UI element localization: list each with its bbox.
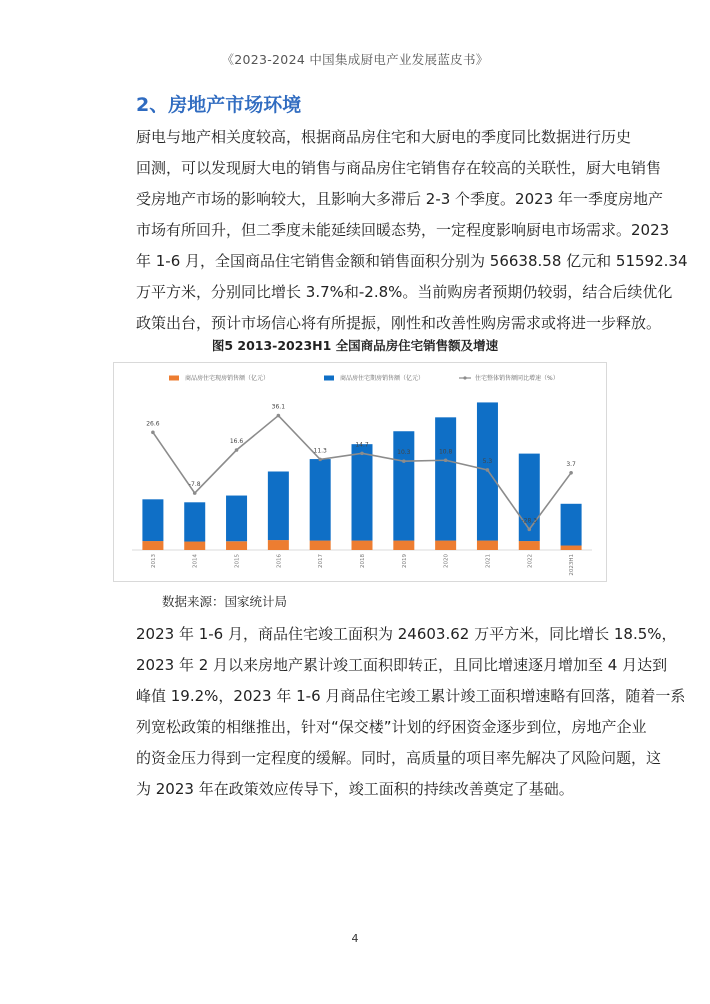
bar-current-sales xyxy=(519,541,540,550)
growth-rate-point xyxy=(360,452,364,456)
legend-swatch xyxy=(169,376,179,381)
paragraph-housing-intro xyxy=(136,122,688,339)
growth-rate-label: -7.8 xyxy=(188,481,201,489)
x-tick-label: 2014 xyxy=(192,554,199,568)
page-number: 4 xyxy=(351,932,359,945)
x-tick-label: 2021 xyxy=(485,554,492,568)
figure-title: 图5 2013-2023H1 全国商品房住宅销售额及增速 xyxy=(211,338,499,353)
sales-chart xyxy=(113,362,607,582)
bar-presale-sales xyxy=(393,431,414,540)
legend-label: 商品房住宅现房销售额（亿元） xyxy=(185,375,270,382)
paragraph-line: 万平方米，分别同比增长 3.7%和-2.8%。当前购房者预期仍较弱，结合后续优化 xyxy=(136,283,673,301)
bar-current-sales xyxy=(142,541,163,550)
bar-presale-sales xyxy=(226,496,247,542)
bar-presale-sales xyxy=(352,444,373,540)
x-tick-label: 2022 xyxy=(527,554,534,568)
growth-rate-point xyxy=(486,468,490,472)
growth-rate-point xyxy=(235,448,239,452)
growth-rate-label: 3.7 xyxy=(566,460,576,468)
growth-rate-label: 5.3 xyxy=(482,457,493,465)
bar-current-sales xyxy=(477,541,498,550)
legend-label: 住宅整体销售额同比增速（%） xyxy=(475,375,559,382)
x-tick-label: 2023H1 xyxy=(569,554,576,576)
paragraph-line: 的资金压力得到一定程度的缓解。同时，高质量的项目率先解决了风险问题，这 xyxy=(136,749,662,767)
paragraph-line: 市场有所回升，但二季度未能延续回暖态势，一定程度影响厨电市场需求。2023 xyxy=(136,221,670,239)
paragraph-line: 回测，可以发现厨大电的销售与商品房住宅销售存在较高的关联性，厨大电销售 xyxy=(136,159,662,177)
bar-presale-sales xyxy=(184,502,205,541)
growth-rate-label: 16.6 xyxy=(229,438,244,446)
paragraph-line: 峰值 19.2%，2023 年 1-6 月商品住宅竣工累计竣工面积增速略有回落，随着一系 xyxy=(136,687,686,705)
growth-rate-label: 10.3 xyxy=(397,449,411,457)
chart-canvas xyxy=(114,363,606,581)
paragraph-line: 列宽松政策的相继推出，针对“保交楼”计划的纾困资金逐步到位，房地产企业 xyxy=(136,718,647,736)
legend-line-dot xyxy=(463,376,466,379)
growth-rate-label: 11.3 xyxy=(313,447,327,455)
growth-rate-label: 14.7 xyxy=(355,441,369,449)
x-tick-label: 2013 xyxy=(150,554,157,568)
bar-presale-sales xyxy=(142,499,163,541)
bar-presale-sales xyxy=(561,504,582,546)
growth-rate-label: 10.8 xyxy=(438,448,453,456)
bar-current-sales xyxy=(184,542,205,550)
growth-rate-point xyxy=(402,459,406,463)
bar-current-sales xyxy=(561,546,582,550)
bar-current-sales xyxy=(393,541,414,550)
bar-current-sales xyxy=(435,541,456,550)
growth-rate-point xyxy=(527,528,531,532)
x-tick-label: 2018 xyxy=(360,554,366,568)
growth-rate-label: -28.3 xyxy=(521,517,538,525)
running-header: 《2023-2024 中国集成厨电产业发展蓝皮书》 xyxy=(221,52,489,67)
growth-rate-point xyxy=(277,414,281,418)
bar-current-sales xyxy=(226,541,247,550)
section-title: 2、房地产市场环境 xyxy=(136,94,302,116)
bar-current-sales xyxy=(310,541,331,550)
bar-presale-sales xyxy=(435,417,456,540)
growth-rate-label: 36.1 xyxy=(271,403,286,411)
bar-presale-sales xyxy=(268,471,289,540)
x-tick-label: 2015 xyxy=(234,554,241,568)
x-tick-label: 2019 xyxy=(401,554,408,568)
growth-rate-point xyxy=(569,471,573,475)
growth-rate-label: 26.6 xyxy=(146,420,160,428)
growth-rate-point xyxy=(444,458,448,462)
paragraph-line: 厨电与地产相关度较高，根据商品房住宅和大厨电的季度同比数据进行历史 xyxy=(136,128,632,146)
growth-rate-point xyxy=(151,431,155,435)
paragraph-line: 为 2023 年在政策效应传导下，竣工面积的持续改善奠定了基础。 xyxy=(136,780,574,798)
legend-label: 商品房住宅期房销售额（亿元） xyxy=(340,375,425,382)
paragraph-line: 年 1-6 月，全国商品住宅销售金额和销售面积分别为 56638.58 亿元和 51592.34 xyxy=(136,252,688,270)
paragraph-line: 2023 年 1-6 月，商品住宅竣工面积为 24603.62 万平方米，同比增长 18.5%， xyxy=(136,625,677,643)
growth-rate-point xyxy=(193,491,197,495)
x-tick-label: 2016 xyxy=(276,554,283,568)
legend-swatch xyxy=(324,376,334,381)
data-source: 数据来源：国家统计局 xyxy=(162,594,288,609)
paragraph-line: 受房地产市场的影响较大，且影响大多滞后 2-3 个季度。2023 年一季度房地产 xyxy=(136,190,663,208)
x-tick-label: 2017 xyxy=(318,554,325,568)
bar-current-sales xyxy=(352,541,373,550)
paragraph-line: 政策出台，预计市场信心将有所提振，刚性和改善性购房需求或将进一步释放。 xyxy=(136,314,662,332)
paragraph-completion xyxy=(136,619,686,805)
growth-rate-point xyxy=(318,458,322,462)
bar-current-sales xyxy=(268,540,289,550)
paragraph-line: 2023 年 2 月以来房地产累计竣工面积即转正，且同比增速逐月增加至 4 月达到 xyxy=(136,656,668,674)
bar-presale-sales xyxy=(310,459,331,540)
x-tick-label: 2020 xyxy=(443,554,450,568)
